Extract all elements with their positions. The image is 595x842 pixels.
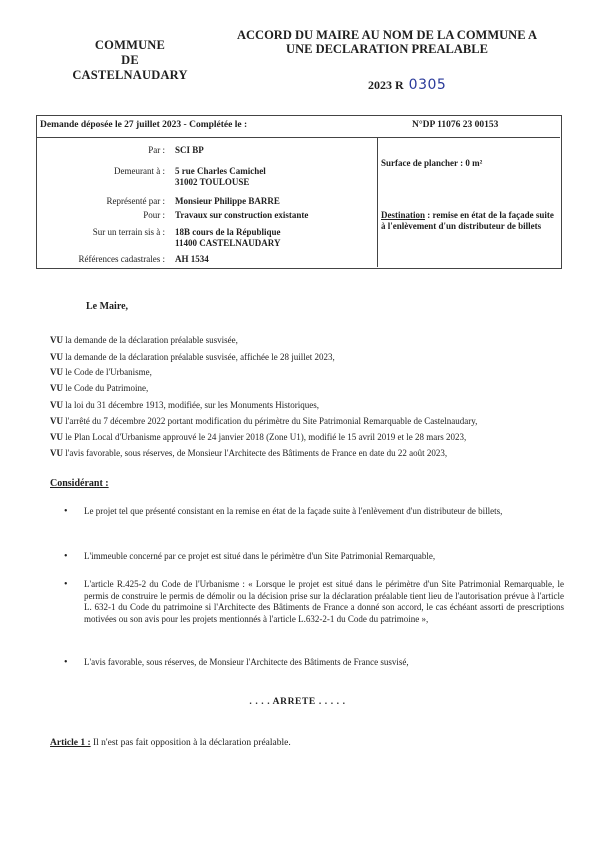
- value-pour: Travaux sur construction existante: [175, 210, 309, 220]
- considerant-item: L'immeuble concerné par ce projet est situé dans le périmètre d'un Site Patrimonial Remarquable,: [84, 551, 436, 561]
- value-par: SCI BP: [175, 145, 204, 155]
- value-represente: Monsieur Philippe BARRE: [175, 196, 280, 206]
- destination: [381, 210, 557, 232]
- considerant-item: L'article R.425-2 du Code de l'Urbanisme : « Lorsque le projet est situé dans le périmètre d'un Site Patrimonial Remarquable, le permis de construire le permis de démolir ou la décision prise sur la déclaration préalable tient lieu de l'autorisation prévue à l'article L. 632-1 du Code du patrimoine si l'Architecte des Bâtiments de France a donné son accord, le cas échéant assorti de prescriptions motivées ou son avis pour les projets mentionnés à l'article L.632-2-1 du Code du patrimoine »,: [84, 579, 564, 624]
- commune-line: DE: [121, 53, 139, 67]
- vu-line: VU le Code de l'Urbanisme,: [50, 367, 152, 377]
- vu-line: VU la demande de la déclaration préalable susvisée, affichée le 28 juillet 2023,: [50, 352, 335, 362]
- demande-date: Demande déposée le 27 juillet 2023 - Complétée le :: [40, 120, 248, 130]
- reference-number: [368, 77, 446, 93]
- article-label: Article 1 :: [50, 738, 91, 748]
- value-cadastre: AH 1534: [175, 254, 209, 264]
- title-line: UNE DECLARATION PREALABLE: [286, 42, 488, 56]
- vu-line: VU l'arrêté du 7 décembre 2022 portant modification du périmètre du Site Patrimonial Remarquable de Castelnaudary,: [50, 416, 478, 426]
- value-terrain: 18B cours de la République: [175, 227, 281, 237]
- column-divider: [377, 138, 378, 267]
- article-1: [50, 738, 291, 748]
- handwritten-number: 0305: [408, 77, 447, 93]
- label-pour: Pour :: [143, 210, 165, 220]
- vu-line: VU la demande de la déclaration préalable susvisée,: [50, 335, 238, 345]
- dossier-number: N°DP 11076 23 00153: [412, 120, 499, 130]
- bullet-marker: •: [64, 551, 68, 562]
- label-par: Par :: [148, 145, 165, 155]
- surface-plancher: Surface de plancher : 0 m²: [381, 158, 483, 168]
- considerant-item: L'avis favorable, sous réserves, de Monsieur l'Architecte des Bâtiments de France susvisé,: [84, 657, 409, 667]
- bullet-marker: •: [64, 657, 68, 668]
- value-terrain-city: 11400 CASTELNAUDARY: [175, 238, 281, 248]
- article-text: Il n'est pas fait opposition à la déclaration préalable.: [90, 738, 291, 748]
- arrete-heading: . . . . ARRETE . . . . .: [249, 697, 346, 707]
- vu-line: VU le Plan Local d'Urbanisme approuvé le 24 janvier 2018 (Zone U1), modifié le 15 avril 2019 et le 28 mars 2023,: [50, 432, 467, 442]
- label-cadastre: Références cadastrales :: [78, 254, 165, 264]
- commune-heading: [60, 38, 200, 83]
- value-demeurant: 5 rue Charles Camichel: [175, 166, 266, 176]
- vu-line: VU le Code du Patrimoine,: [50, 383, 149, 393]
- considerant-heading: Considérant :: [50, 478, 109, 489]
- reference-prefix: 2023 R: [368, 78, 404, 92]
- bullet-marker: •: [64, 506, 68, 517]
- salutation: Le Maire,: [86, 301, 129, 312]
- destination-text: : remise en état de la façade suite à l'enlèvement d'un distributeur de billets: [381, 210, 554, 231]
- considerant-item: Le projet tel que présenté consistant en la remise en état de la façade suite à l'enlèvement d'un distributeur de billets,: [84, 506, 503, 516]
- vu-line: VU l'avis favorable, sous réserves, de Monsieur l'Architecte des Bâtiments de France en date du 22 août 2023,: [50, 448, 448, 458]
- commune-line: COMMUNE: [94, 38, 166, 52]
- title-line: ACCORD DU MAIRE AU NOM DE LA COMMUNE A: [237, 28, 537, 42]
- label-demeurant: Demeurant à :: [114, 166, 165, 176]
- vu-line: VU la loi du 31 décembre 1913, modifiée, sur les Monuments Historiques,: [50, 400, 319, 410]
- document-title: [222, 28, 552, 56]
- destination-label: Destination: [381, 210, 426, 220]
- bullet-marker: •: [64, 579, 68, 590]
- label-represente: Représenté par :: [106, 196, 165, 206]
- value-demeurant-city: 31002 TOULOUSE: [175, 177, 250, 187]
- info-box: [36, 115, 562, 269]
- commune-line: CASTELNAUDARY: [72, 68, 188, 82]
- label-terrain: Sur un terrain sis à :: [92, 227, 165, 237]
